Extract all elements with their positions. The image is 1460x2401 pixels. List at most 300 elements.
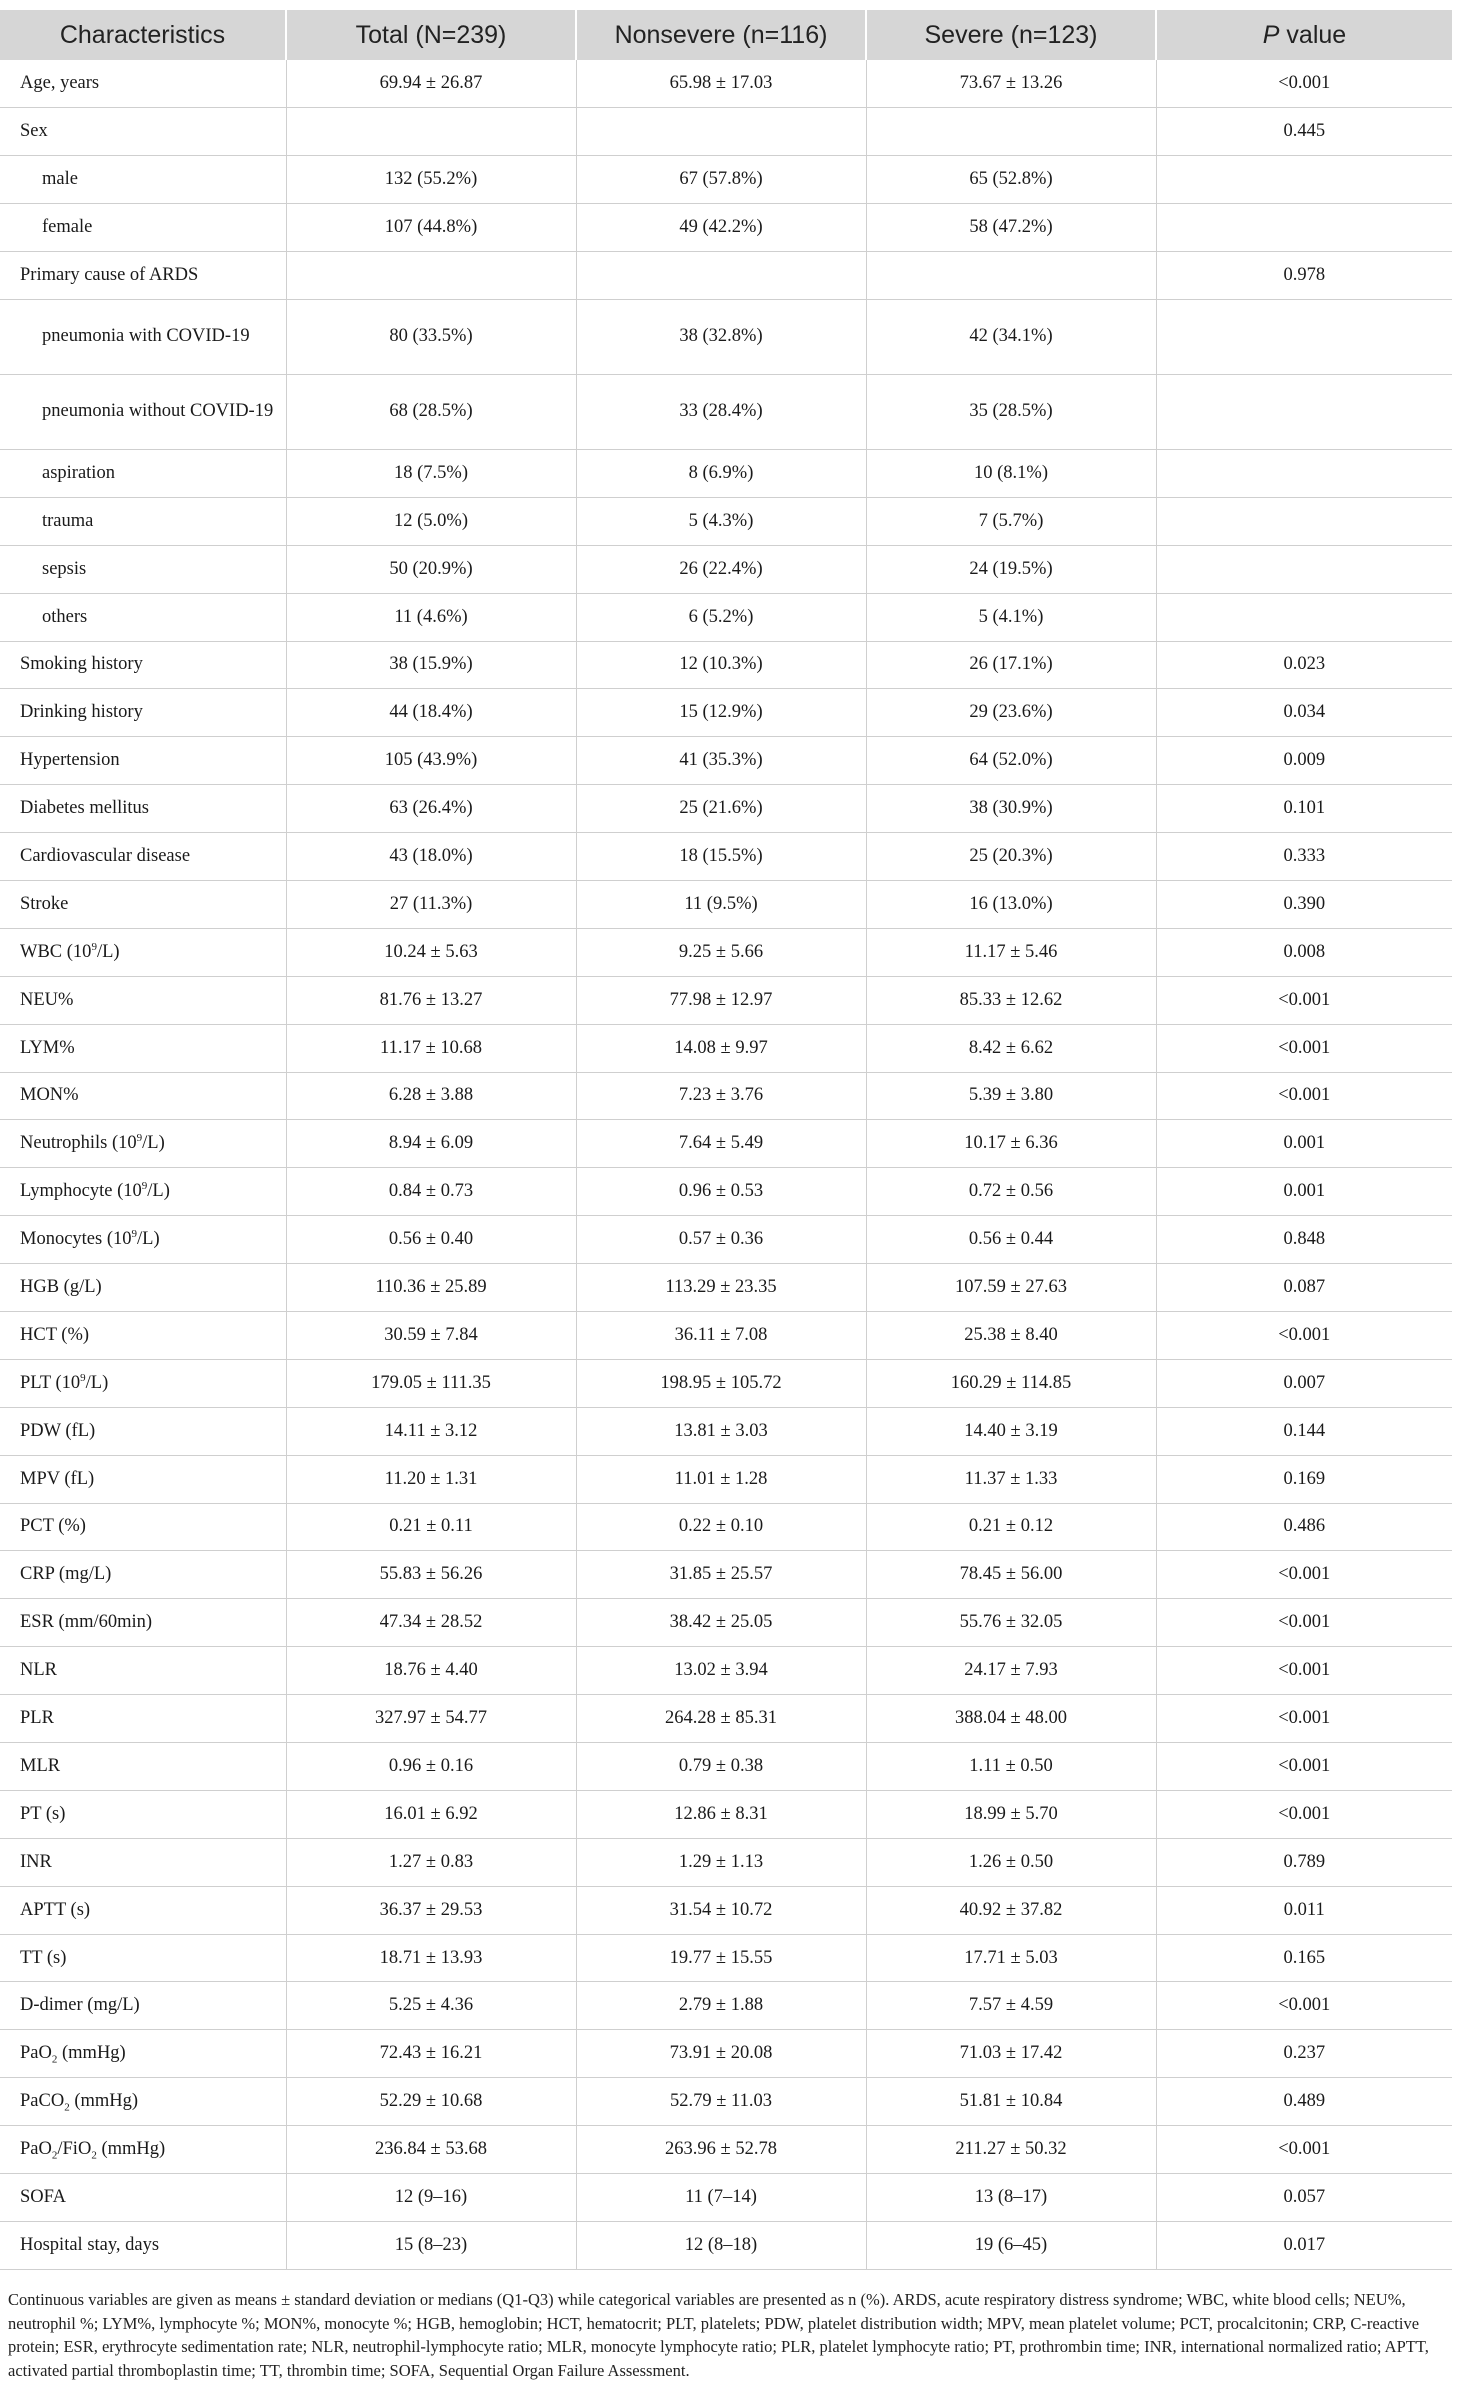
cell-p: 0.008 [1156,928,1452,976]
row-label-sup: 9 [91,940,97,953]
cell-nonsevere: 14.08 ± 9.97 [576,1024,866,1072]
cell-total: 1.27 ± 0.83 [286,1838,576,1886]
header-p-suffix: value [1279,20,1347,49]
cell-nonsevere: 7.23 ± 3.76 [576,1072,866,1120]
cell-total: 80 (33.5%) [286,299,576,374]
cell-p: <0.001 [1156,60,1452,108]
table-row [0,299,1452,374]
row-label-text: MLR [20,1755,61,1776]
cell-p: <0.001 [1156,1647,1452,1695]
cell-p: <0.001 [1156,1072,1452,1120]
cell-total: 107 (44.8%) [286,204,576,252]
row-label [0,928,286,976]
row-label-text: PT (s) [20,1803,66,1824]
header-p-letter: P [1262,20,1280,49]
header-nonsevere: Nonsevere (n=116) [576,10,866,60]
table-row [0,1934,1452,1982]
cell-severe: 71.03 ± 17.42 [866,2030,1156,2078]
row-label-sub: 2 [64,2101,70,2114]
cell-p: 0.789 [1156,1838,1452,1886]
table-row [0,593,1452,641]
row-label [0,252,286,300]
cell-total: 44 (18.4%) [286,689,576,737]
cell-p [1156,449,1452,497]
cell-severe: 1.26 ± 0.50 [866,1838,1156,1886]
cell-total: 105 (43.9%) [286,737,576,785]
cell-nonsevere: 8 (6.9%) [576,449,866,497]
row-label-text: Diabetes mellitus [20,798,149,819]
row-label [0,497,286,545]
cell-p: <0.001 [1156,1982,1452,2030]
row-label-unit-base: (10 [50,1372,81,1393]
row-label [0,1695,286,1743]
table-row [0,1264,1452,1312]
cell-nonsevere: 12 (10.3%) [576,641,866,689]
row-label-text: Smoking history [20,654,143,675]
cell-p: 0.017 [1156,2221,1452,2269]
cell-p [1156,497,1452,545]
cell-nonsevere: 7.64 ± 5.49 [576,1120,866,1168]
cell-p: 0.848 [1156,1216,1452,1264]
table-row [0,1647,1452,1695]
cell-nonsevere: 0.96 ± 0.53 [576,1168,866,1216]
table-row [0,1886,1452,1934]
cell-nonsevere: 38.42 ± 25.05 [576,1599,866,1647]
cell-p: 0.486 [1156,1503,1452,1551]
cell-nonsevere: 264.28 ± 85.31 [576,1695,866,1743]
row-label-text: ESR (mm/60min) [20,1612,153,1633]
cell-nonsevere: 0.57 ± 0.36 [576,1216,866,1264]
cell-severe: 78.45 ± 56.00 [866,1551,1156,1599]
cell-severe: 73.67 ± 13.26 [866,60,1156,108]
cell-p: <0.001 [1156,1024,1452,1072]
cell-total [286,252,576,300]
cell-p: 0.087 [1156,1264,1452,1312]
row-label [0,1551,286,1599]
cell-severe: 17.71 ± 5.03 [866,1934,1156,1982]
cell-severe: 8.42 ± 6.62 [866,1024,1156,1072]
row-label [0,108,286,156]
cell-nonsevere: 113.29 ± 23.35 [576,1264,866,1312]
header-p-value [1156,10,1452,60]
row-label [0,1264,286,1312]
row-label-text: PaO [20,2139,52,2160]
table-header-row [0,10,1452,60]
cell-severe: 1.11 ± 0.50 [866,1743,1156,1791]
cell-severe: 7.57 ± 4.59 [866,1982,1156,2030]
cell-severe: 55.76 ± 32.05 [866,1599,1156,1647]
row-label-text: LYM% [20,1037,75,1058]
table-row [0,2078,1452,2126]
row-label-text: trauma [42,510,94,531]
cell-severe: 24.17 ± 7.93 [866,1647,1156,1695]
cell-nonsevere: 1.29 ± 1.13 [576,1838,866,1886]
row-label-tail: /L) [96,941,120,962]
row-label [0,1216,286,1264]
cell-nonsevere: 9.25 ± 5.66 [576,928,866,976]
table-row [0,880,1452,928]
cell-severe: 0.72 ± 0.56 [866,1168,1156,1216]
row-label [0,374,286,449]
cell-severe: 5 (4.1%) [866,593,1156,641]
row-label-text: Age, years [20,73,100,94]
cell-severe: 0.56 ± 0.44 [866,1216,1156,1264]
cell-nonsevere: 19.77 ± 15.55 [576,1934,866,1982]
cell-total: 132 (55.2%) [286,156,576,204]
row-label [0,60,286,108]
row-label [0,545,286,593]
table-row [0,1120,1452,1168]
cell-p: 0.169 [1156,1455,1452,1503]
row-label-text: Primary cause of ARDS [20,265,199,285]
row-label [0,1072,286,1120]
cell-p: 0.978 [1156,252,1452,300]
cell-total [286,108,576,156]
cell-p: <0.001 [1156,2126,1452,2174]
row-label-text: Monocytes [20,1229,103,1250]
cell-nonsevere: 36.11 ± 7.08 [576,1311,866,1359]
cell-severe: 58 (47.2%) [866,204,1156,252]
row-label [0,1168,286,1216]
row-label [0,1024,286,1072]
cell-total: 63 (26.4%) [286,785,576,833]
table-row [0,545,1452,593]
row-label-text: pneumonia with COVID-19 [42,326,250,347]
cell-nonsevere: 33 (28.4%) [576,374,866,449]
row-label [0,880,286,928]
cell-nonsevere: 52.79 ± 11.03 [576,2078,866,2126]
row-label-text: HGB (g/L) [20,1277,102,1298]
row-label-text: TT (s) [20,1947,67,1968]
table-row [0,737,1452,785]
cell-p [1156,593,1452,641]
row-label-tail: /L) [142,1133,165,1154]
table-row [0,1599,1452,1647]
cell-nonsevere: 0.22 ± 0.10 [576,1503,866,1551]
table-row [0,1743,1452,1791]
row-label [0,299,286,374]
cell-nonsevere: 11 (9.5%) [576,880,866,928]
cell-severe: 38 (30.9%) [866,785,1156,833]
cell-total: 0.84 ± 0.73 [286,1168,576,1216]
cell-p: 0.101 [1156,785,1452,833]
row-label [0,593,286,641]
table-footnote: Continuous variables are given as means ± standard deviation or medians (Q1-Q3) while categorical variables are presented as n (%). ARDS, acute respiratory distress syndrome; WBC, white blood cells; NEU%, neutrophil %; LYM%, lymphocyte %; MON%, monocyte %; HGB, hemoglobin; HCT, hematocrit; PLT, platelets; PDW, platelet distribution width; MPV, mean platelet volume; PCT, procalcitonin; CRP, C-reactive protein; ESR, erythrocyte sedimentation rate; NLR, neutrophil-lymphocyte ratio; MLR, monocyte lymphocyte ratio; PLR, platelet lymphocyte ratio; PT, prothrombin time; INR, international normalized ratio; APTT, activated partial thromboplastin time; TT, thrombin time; SOFA, Sequential Organ Failure Assessment. [8,2290,1429,2380]
table-row [0,2221,1452,2269]
row-label [0,1503,286,1551]
row-label-text: APTT (s) [20,1899,91,1920]
table-row [0,1503,1452,1551]
header-total: Total (N=239) [286,10,576,60]
cell-total: 16.01 ± 6.92 [286,1790,576,1838]
row-label-text: male [42,169,78,190]
row-label [0,2221,286,2269]
row-label [0,1790,286,1838]
cell-nonsevere: 13.02 ± 3.94 [576,1647,866,1695]
cell-p: 0.333 [1156,833,1452,881]
cell-severe: 107.59 ± 27.63 [866,1264,1156,1312]
cell-total: 18.76 ± 4.40 [286,1647,576,1695]
cell-severe: 16 (13.0%) [866,880,1156,928]
row-label-text: aspiration [42,462,115,483]
cell-nonsevere: 198.95 ± 105.72 [576,1359,866,1407]
cell-p: 0.011 [1156,1886,1452,1934]
row-label-tail: /L) [137,1229,160,1250]
cell-severe [866,108,1156,156]
row-label-text: INR [20,1851,52,1872]
row-label [0,1743,286,1791]
cell-p: <0.001 [1156,1743,1452,1791]
cell-p: 0.001 [1156,1120,1452,1168]
row-label-sub: 2 [51,2053,58,2066]
cell-severe: 14.40 ± 3.19 [866,1407,1156,1455]
cell-p: <0.001 [1156,976,1452,1024]
cell-total: 12 (5.0%) [286,497,576,545]
row-label-sub: 2 [51,2149,58,2162]
row-label-sup: 9 [136,1132,143,1145]
table-row [0,252,1452,300]
cell-severe [866,252,1156,300]
row-label-text: Hypertension [20,750,120,771]
table-row [0,641,1452,689]
cell-p: <0.001 [1156,1311,1452,1359]
table-row [0,2030,1452,2078]
row-label-unit-base: (10 [112,1181,142,1202]
row-label [0,1838,286,1886]
cell-severe: 19 (6–45) [866,2221,1156,2269]
cell-nonsevere: 38 (32.8%) [576,299,866,374]
cell-nonsevere: 41 (35.3%) [576,737,866,785]
cell-p: 0.445 [1156,108,1452,156]
row-label [0,2126,286,2174]
row-label-text: MON% [20,1085,79,1106]
table-row [0,204,1452,252]
cell-severe: 0.21 ± 0.12 [866,1503,1156,1551]
row-label-text: PaCO [20,2091,65,2112]
cell-p: 0.237 [1156,2030,1452,2078]
table-row [0,1551,1452,1599]
row-label-unit-base: (10 [62,941,92,962]
cell-total: 14.11 ± 3.12 [286,1407,576,1455]
cell-total: 110.36 ± 25.89 [286,1264,576,1312]
table-row [0,449,1452,497]
cell-p: <0.001 [1156,1695,1452,1743]
cell-total: 18.71 ± 13.93 [286,1934,576,1982]
cell-nonsevere: 67 (57.8%) [576,156,866,204]
cell-nonsevere: 12 (8–18) [576,2221,866,2269]
cell-p [1156,204,1452,252]
cell-total: 5.25 ± 4.36 [286,1982,576,2030]
row-label [0,1886,286,1934]
row-label-text: CRP (mg/L) [20,1564,112,1585]
row-label-sup: 9 [131,1227,138,1240]
table-row [0,374,1452,449]
cell-total: 12 (9–16) [286,2174,576,2222]
cell-total: 236.84 ± 53.68 [286,2126,576,2174]
cell-nonsevere: 65.98 ± 17.03 [576,60,866,108]
cell-total: 10.24 ± 5.63 [286,928,576,976]
cell-severe: 388.04 ± 48.00 [866,1695,1156,1743]
cell-severe: 42 (34.1%) [866,299,1156,374]
table-row [0,108,1452,156]
cell-total: 68 (28.5%) [286,374,576,449]
cell-nonsevere: 6 (5.2%) [576,593,866,641]
row-label-text: Hospital stay, days [20,2234,160,2255]
row-label-text: Sex [20,121,48,142]
row-label-text: Neutrophils [20,1133,108,1154]
cell-severe: 160.29 ± 114.85 [866,1359,1156,1407]
cell-total: 179.05 ± 111.35 [286,1359,576,1407]
table-row [0,1407,1452,1455]
row-label-text: others [42,606,88,627]
cell-total: 0.21 ± 0.11 [286,1503,576,1551]
cell-severe: 24 (19.5%) [866,545,1156,593]
cell-total: 69.94 ± 26.87 [286,60,576,108]
row-label-sub2: 2 [91,2149,97,2162]
row-label [0,641,286,689]
characteristics-table [0,10,1452,2270]
cell-p: 0.144 [1156,1407,1452,1455]
row-label-text: Cardiovascular disease [20,846,191,867]
cell-p [1156,299,1452,374]
cell-severe: 5.39 ± 3.80 [866,1072,1156,1120]
row-label-tail: (mmHg) [69,2091,139,2112]
cell-p: 0.007 [1156,1359,1452,1407]
cell-p: 0.165 [1156,1934,1452,1982]
cell-nonsevere [576,252,866,300]
cell-severe: 10.17 ± 6.36 [866,1120,1156,1168]
table-row [0,1168,1452,1216]
cell-p: 0.001 [1156,1168,1452,1216]
cell-severe: 25 (20.3%) [866,833,1156,881]
row-label [0,1934,286,1982]
cell-total: 30.59 ± 7.84 [286,1311,576,1359]
row-label [0,156,286,204]
cell-nonsevere: 31.85 ± 25.57 [576,1551,866,1599]
cell-nonsevere: 49 (42.2%) [576,204,866,252]
row-label [0,1120,286,1168]
cell-severe: 35 (28.5%) [866,374,1156,449]
table-row [0,497,1452,545]
cell-nonsevere: 18 (15.5%) [576,833,866,881]
table-row [0,1838,1452,1886]
table-row [0,156,1452,204]
row-label [0,1311,286,1359]
table-row [0,1311,1452,1359]
table-row [0,2174,1452,2222]
row-label [0,2174,286,2222]
cell-total: 15 (8–23) [286,2221,576,2269]
cell-total: 0.96 ± 0.16 [286,1743,576,1791]
cell-nonsevere: 25 (21.6%) [576,785,866,833]
cell-p: 0.009 [1156,737,1452,785]
cell-severe: 10 (8.1%) [866,449,1156,497]
table-row [0,785,1452,833]
cell-total: 327.97 ± 54.77 [286,1695,576,1743]
cell-nonsevere: 263.96 ± 52.78 [576,2126,866,2174]
row-label-text: PDW (fL) [20,1420,96,1441]
row-label-mid: /FiO [57,2139,92,2160]
cell-nonsevere: 0.79 ± 0.38 [576,1743,866,1791]
cell-severe: 13 (8–17) [866,2174,1156,2222]
row-label-text: NEU% [20,989,74,1010]
table-row [0,1982,1452,2030]
row-label-sup: 9 [141,1180,148,1193]
cell-nonsevere: 5 (4.3%) [576,497,866,545]
table-row [0,1790,1452,1838]
cell-nonsevere: 26 (22.4%) [576,545,866,593]
cell-severe: 18.99 ± 5.70 [866,1790,1156,1838]
row-label [0,449,286,497]
cell-p: <0.001 [1156,1790,1452,1838]
cell-p: 0.390 [1156,880,1452,928]
cell-total: 36.37 ± 29.53 [286,1886,576,1934]
cell-total: 50 (20.9%) [286,545,576,593]
row-label-text: PaO [20,2043,52,2064]
row-label-tail: /L) [85,1372,109,1393]
cell-nonsevere: 73.91 ± 20.08 [576,2030,866,2078]
cell-severe: 40.92 ± 37.82 [866,1886,1156,1934]
row-label-text: female [42,217,93,238]
cell-nonsevere: 13.81 ± 3.03 [576,1407,866,1455]
table-row [0,976,1452,1024]
cell-p [1156,374,1452,449]
cell-p: 0.023 [1156,641,1452,689]
cell-nonsevere: 15 (12.9%) [576,689,866,737]
cell-p: 0.489 [1156,2078,1452,2126]
header-severe: Severe (n=123) [866,10,1156,60]
cell-severe: 11.17 ± 5.46 [866,928,1156,976]
row-label-text: SOFA [20,2186,66,2207]
cell-p: <0.001 [1156,1599,1452,1647]
row-label [0,1455,286,1503]
table-row [0,60,1452,108]
cell-nonsevere: 11 (7–14) [576,2174,866,2222]
row-label [0,1359,286,1407]
cell-p: <0.001 [1156,1551,1452,1599]
row-label-tail: (mmHg) [57,2043,126,2064]
table-body [0,60,1452,2269]
cell-total: 11 (4.6%) [286,593,576,641]
cell-total: 8.94 ± 6.09 [286,1120,576,1168]
row-label-text: D-dimer (mg/L) [20,1995,140,2016]
cell-total: 6.28 ± 3.88 [286,1072,576,1120]
row-label-text: Drinking history [20,702,143,723]
table-row [0,1359,1452,1407]
cell-severe: 51.81 ± 10.84 [866,2078,1156,2126]
row-label-text: PLR [20,1708,54,1729]
cell-total: 0.56 ± 0.40 [286,1216,576,1264]
cell-total: 11.20 ± 1.31 [286,1455,576,1503]
cell-nonsevere: 11.01 ± 1.28 [576,1455,866,1503]
cell-nonsevere: 77.98 ± 12.97 [576,976,866,1024]
cell-p [1156,156,1452,204]
table-row [0,2126,1452,2174]
row-label [0,737,286,785]
table-row [0,689,1452,737]
cell-total: 72.43 ± 16.21 [286,2030,576,2078]
row-label-tail: /L) [147,1181,170,1202]
cell-p [1156,545,1452,593]
header-characteristics: Characteristics [0,10,286,60]
table-row [0,928,1452,976]
row-label [0,1599,286,1647]
cell-nonsevere: 12.86 ± 8.31 [576,1790,866,1838]
cell-total: 55.83 ± 56.26 [286,1551,576,1599]
cell-total: 47.34 ± 28.52 [286,1599,576,1647]
row-label [0,2030,286,2078]
cell-severe: 25.38 ± 8.40 [866,1311,1156,1359]
